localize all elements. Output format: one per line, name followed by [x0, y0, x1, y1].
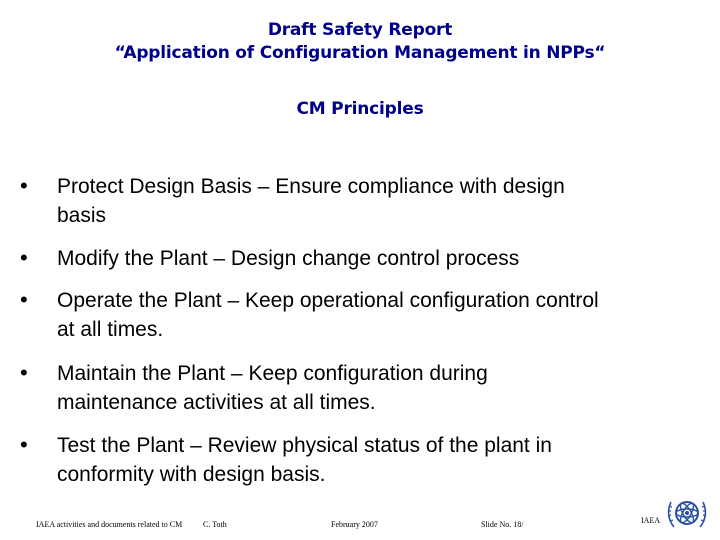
iaea-logo-icon: [665, 494, 709, 532]
bullet-text-line: Protect Design Basis – Ensure compliance with design: [57, 175, 565, 198]
footer-document-title: IAEA activities and documents related to CM: [36, 520, 183, 529]
bullet-text-line: Modify the Plant – Design change control process: [57, 247, 520, 270]
bullet-text-line: at all times.: [57, 318, 164, 341]
bullet-text-line: Operate the Plant – Keep operational configuration control: [57, 289, 599, 312]
bullet-dot-icon: •: [20, 287, 28, 312]
bullet-text-line: Maintain the Plant – Keep configuration during: [57, 362, 488, 385]
bullet-text-line: conformity with design basis.: [57, 463, 326, 486]
footer-org: IAEA: [641, 516, 661, 525]
bullet-dot-icon: •: [20, 360, 28, 385]
bullet-dot-icon: •: [20, 432, 28, 457]
report-subtitle: “Application of Configuration Management in NPPs“: [114, 43, 606, 63]
bullet-dot-icon: •: [20, 245, 28, 270]
footer-author: C. Toth: [203, 520, 227, 529]
bullet-text-line: maintenance activities at all times.: [57, 391, 376, 414]
section-heading: CM Principles: [296, 99, 424, 119]
report-title: Draft Safety Report: [267, 20, 453, 40]
footer-date: February 2007: [331, 520, 378, 529]
bullet-dot-icon: •: [20, 173, 28, 198]
bullet-text-line: basis: [57, 204, 107, 227]
bullet-text-line: Test the Plant – Review physical status of the plant in: [57, 434, 552, 457]
footer-slide-number: Slide No. 18/: [481, 520, 524, 529]
